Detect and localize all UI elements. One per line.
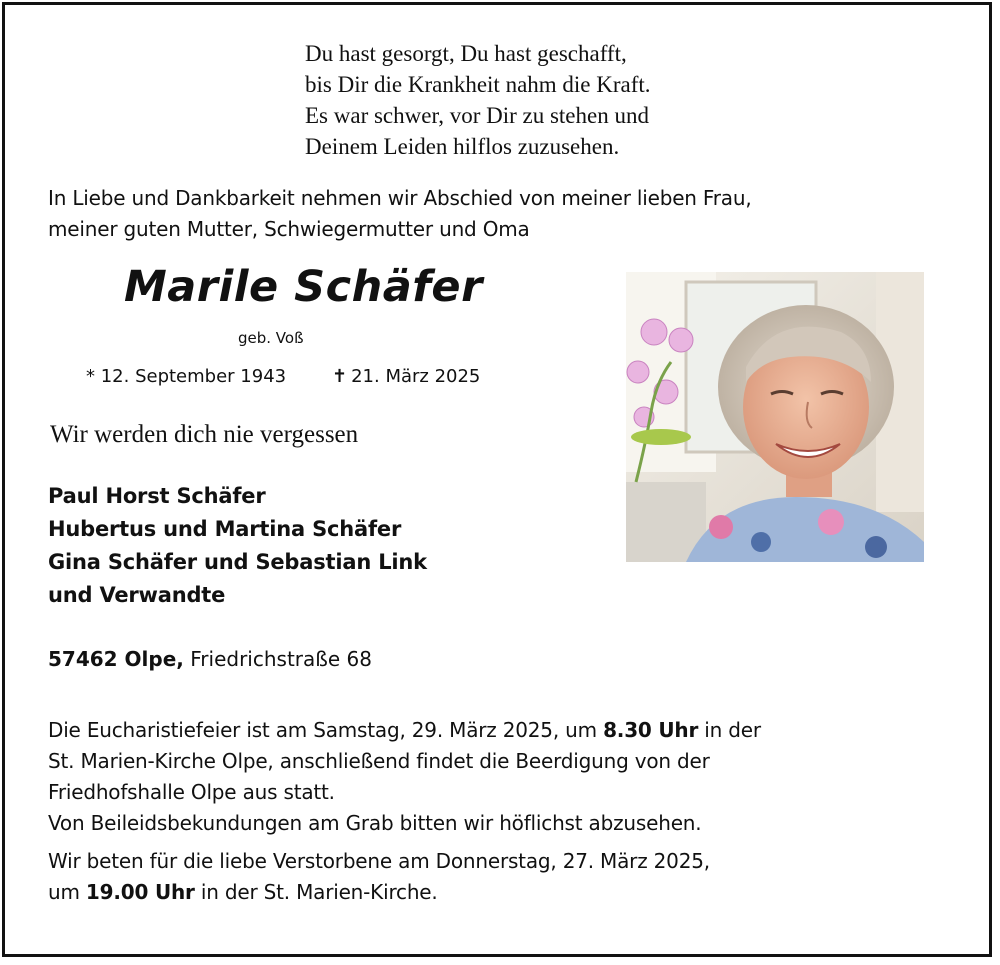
prayer-text: in der St. Marien-Kirche. [194,880,438,904]
family-member: Gina Schäfer und Sebastian Link [48,550,427,574]
cross-icon: ✝ [332,366,348,387]
address-city: 57462 Olpe, [48,647,184,671]
poem-line: Du hast gesorgt, Du hast geschafft, [305,41,627,66]
prayer-time: 19.00 Uhr [85,880,195,904]
family-member: Paul Horst Schäfer [48,484,266,508]
poem-line: Es war schwer, vor Dir zu stehen und [305,103,649,128]
death-date: 21. März 2025 [351,366,481,387]
prayer-info [48,846,808,908]
intro-text [48,183,828,245]
address [48,647,372,671]
intro-line: In Liebe und Dankbarkeit nehmen wir Abschied von meiner lieben Frau, [48,186,752,210]
death-date-group [332,366,480,387]
prayer-line [48,877,808,908]
poem [305,38,765,162]
birth-name: geb. Voß [238,329,304,347]
poem-line: Deinem Leiden hilflos zuzusehen. [305,134,620,159]
family-member: Hubertus und Martina Schäfer [48,517,402,541]
service-line [48,715,808,746]
poem-line: bis Dir die Krankheit nahm die Kraft. [305,72,651,97]
service-line: Friedhofshalle Olpe aus statt. [48,780,335,804]
service-info [48,715,808,839]
birth-date: * 12. September 1943 [86,366,287,387]
address-street: Friedrichstraße 68 [190,647,372,671]
service-line: St. Marien-Kirche Olpe, anschließend findet die Beerdigung von der [48,749,710,773]
intro-line: meiner guten Mutter, Schwiegermutter und Oma [48,217,530,241]
portrait-image [626,272,924,562]
service-text: Die Eucharistiefeier ist am Samstag, 29. März 2025, um [48,718,604,742]
deceased-name: Marile Schäfer [124,262,483,312]
prayer-line: Wir beten für die liebe Verstorbene am Donnerstag, 27. März 2025, [48,849,710,873]
remembrance-line: Wir werden dich nie vergessen [50,421,359,448]
life-dates [86,366,481,387]
service-text: in der [698,718,761,742]
service-line: Von Beileidsbekundungen am Grab bitten wir höflichst abzusehen. [48,811,702,835]
family-list [48,480,427,612]
family-member: und Verwandte [48,583,226,607]
prayer-text: um [48,880,86,904]
portrait-photo [626,272,924,562]
service-time: 8.30 Uhr [603,718,699,742]
